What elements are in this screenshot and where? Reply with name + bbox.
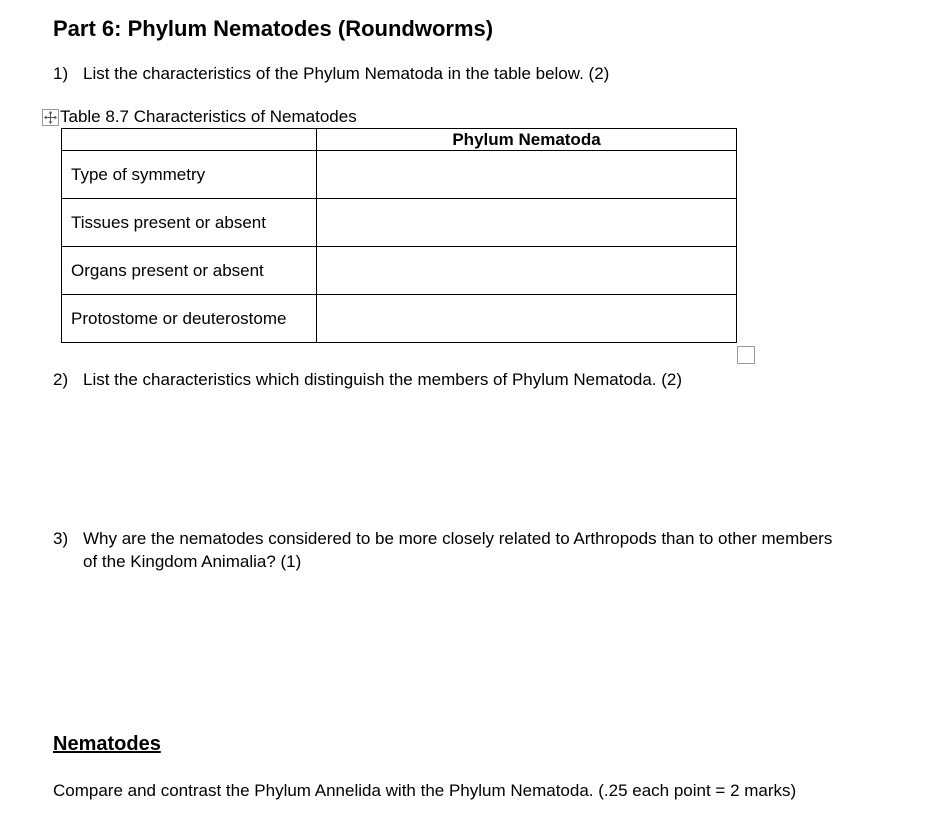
- table-move-icon[interactable]: [42, 109, 59, 126]
- answer-cell[interactable]: [317, 199, 737, 247]
- table-header-empty: [62, 129, 317, 151]
- answer-cell[interactable]: [317, 247, 737, 295]
- question-text: List the characteristics which distinguish the members of Phylum Nematoda. (2): [83, 370, 683, 389]
- question-number: 1): [53, 64, 69, 83]
- answer-cell[interactable]: [317, 295, 737, 343]
- question-text: Why are the nematodes considered to be more closely related to Arthropods than to other members of the Kingdom Animalia? (1): [83, 529, 833, 571]
- characteristics-table: [61, 128, 737, 343]
- table-row: [62, 151, 737, 199]
- table-row: [62, 199, 737, 247]
- question-2: [53, 368, 813, 391]
- row-label: Protostome or deuterostome: [62, 295, 317, 343]
- table-header-phylum: Phylum Nematoda: [317, 129, 737, 151]
- compare-prompt: Compare and contrast the Phylum Annelida with the Phylum Nematoda. (.25 each point = 2 marks): [53, 781, 797, 800]
- table-row: [62, 295, 737, 343]
- table-row: [62, 247, 737, 295]
- question-number: 3): [53, 529, 69, 548]
- table-header-row: [62, 129, 737, 151]
- question-number: 2): [53, 370, 69, 389]
- row-label: Tissues present or absent: [62, 199, 317, 247]
- question-3: [53, 527, 833, 573]
- answer-cell[interactable]: [317, 151, 737, 199]
- question-text: List the characteristics of the Phylum Nematoda in the table below. (2): [83, 64, 610, 83]
- question-1: [53, 62, 813, 85]
- table-resize-icon[interactable]: [737, 346, 755, 364]
- row-label: Type of symmetry: [62, 151, 317, 199]
- table-caption: Table 8.7 Characteristics of Nematodes: [60, 107, 357, 126]
- section-heading: Nematodes: [53, 733, 161, 755]
- page-title: Part 6: Phylum Nematodes (Roundworms): [53, 16, 494, 41]
- row-label: Organs present or absent: [62, 247, 317, 295]
